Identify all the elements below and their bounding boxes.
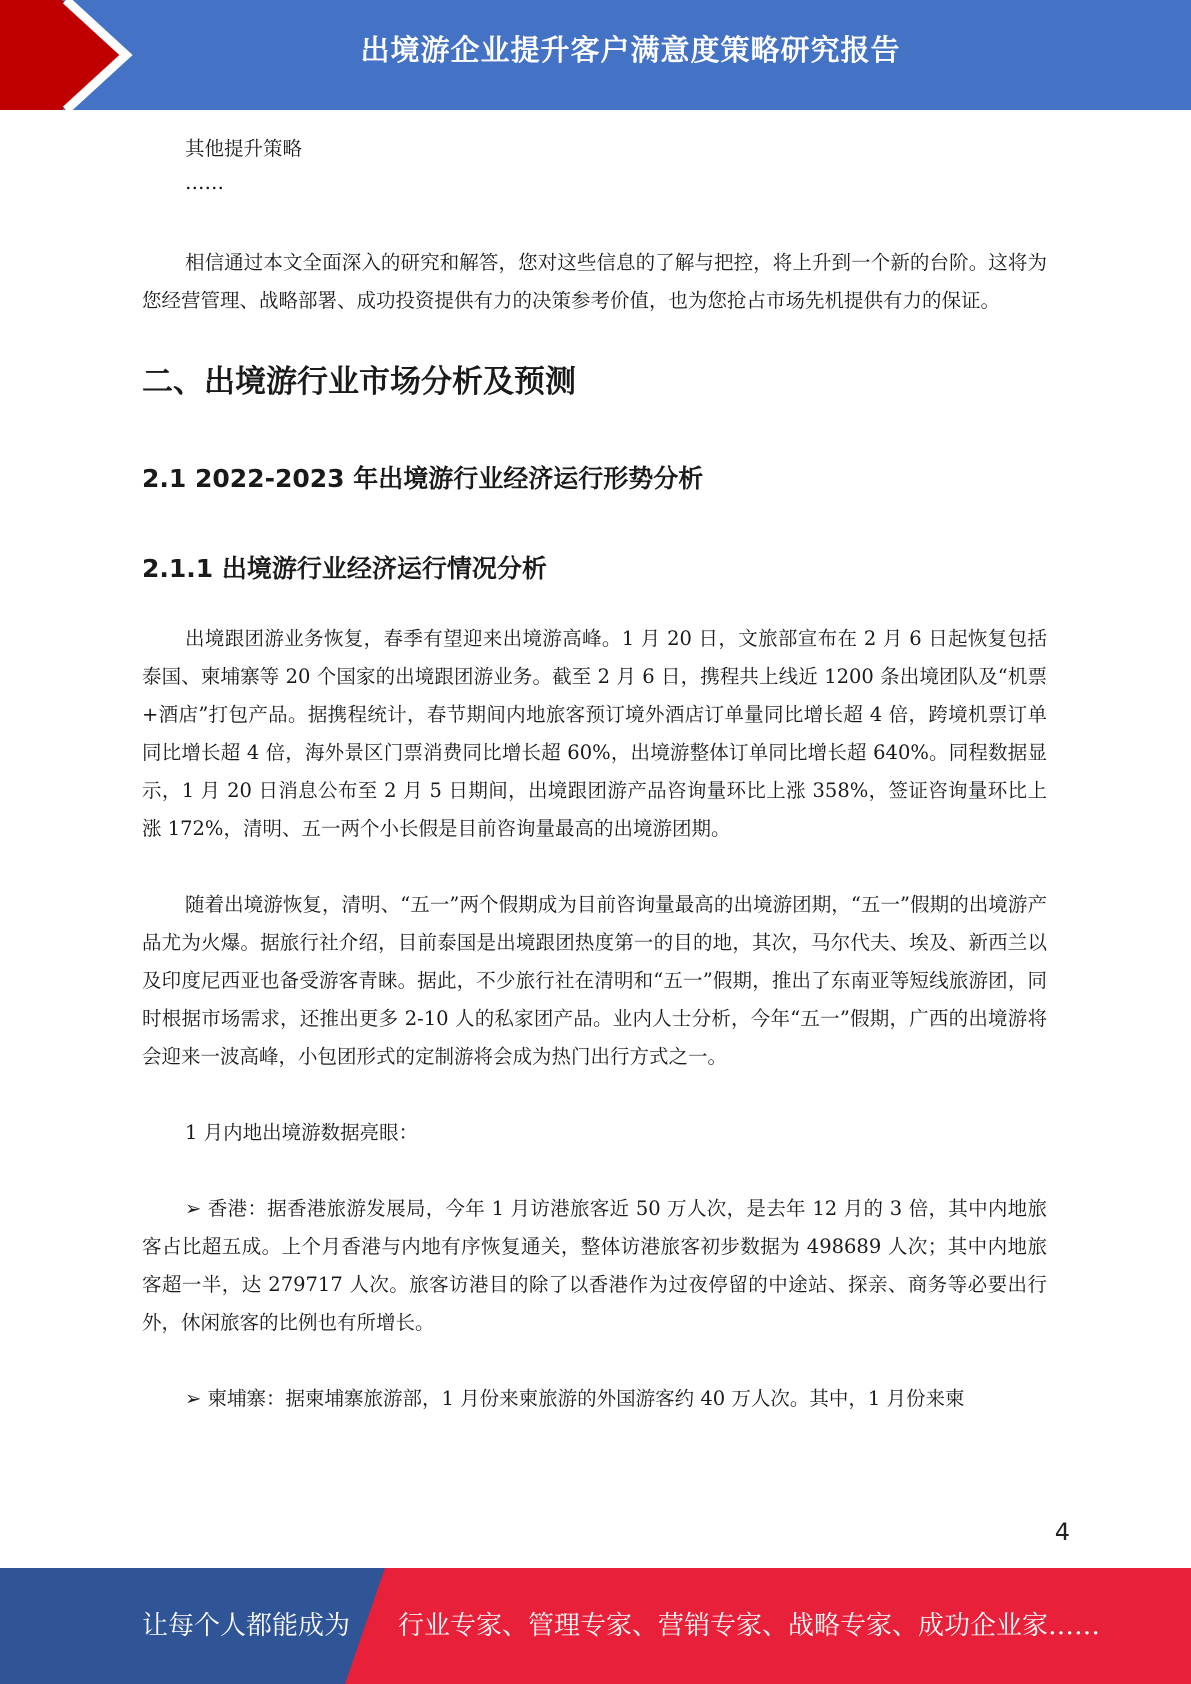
report-title: 出境游企业提升客户满意度策略研究报告 <box>360 33 901 67</box>
footer-slogan-left: 让每个人都能成为 <box>142 1611 351 1641</box>
page-number: 4 <box>1054 1518 1070 1546</box>
body-paragraph: 随着出境游恢复，清明、“五一”两个假期成为目前咨询量最高的出境游团期，“五一”假期的出境游产品尤为火爆。据旅行社介绍，目前泰国是出境跟团热度第一的目的地，其次，马尔代夫、埃及、新西兰以及印度尼西亚也备受游客青睐。据此，不少旅行社在清明和“五一”假期，推出了东南亚等短线旅游团，同时根据市场需求，还推出更多 2-10 人的私家团产品。业内人士分析，今年“五一”假期，广西的出境游将会迎来一波高峰，小包团形式的定制游将会成为热门出行方式之一。 <box>142 893 1047 1068</box>
document-body <box>142 130 1047 1418</box>
bullet-item-cambodia: ➢ 柬埔寨：据柬埔寨旅游部，1 月份来柬旅游的外国游客约 40 万人次。其中，1 月份来柬 <box>185 1387 965 1410</box>
section-heading: 二、出境游行业市场分析及预测 <box>142 364 576 400</box>
intro-item: 其他提升策略 <box>185 137 303 160</box>
intro-paragraph: 相信通过本文全面深入的研究和解答，您对这些信息的了解与把控，将上升到一个新的台阶。这将为您经营管理、战略部署、成功投资提供有力的决策参考价值，也为您抢占市场先机提供有力的保证。 <box>142 251 1047 312</box>
subsubsection-heading: 2.1.1 出境游行业经济运行情况分析 <box>142 554 547 583</box>
page-footer <box>0 1568 1191 1684</box>
ellipsis-text: …… <box>185 171 224 194</box>
subsection-heading: 2.1 2022-2023 年出境游行业经济运行形势分析 <box>142 464 704 493</box>
bullet-item-hongkong: ➢ 香港：据香港旅游发展局，今年 1 月访港旅客近 50 万人次，是去年 12 月的 3 倍，其中内地旅客占比超五成。上个月香港与内地有序恢复通关，整体访港旅客初步数据为 498689 人次；其中内地旅客超一半，达 279717 人次。旅客访港目的除了以香港作为过夜停留的中途站、探亲、商务等必要出行外，休闲旅客的比例也有所增长。 <box>142 1197 1047 1334</box>
data-heading: 1 月内地出境游数据亮眼： <box>185 1121 419 1144</box>
body-paragraph: 出境跟团游业务恢复，春季有望迎来出境游高峰。1 月 20 日，文旅部宣布在 2 月 6 日起恢复包括泰国、柬埔寨等 20 个国家的出境跟团游业务。截至 2 月 6 日，携程共上线近 1200 条出境团队及“机票+酒店”打包产品。据携程统计，春节期间内地旅客预订境外酒店订单量同比增长超 4 倍，跨境机票订单同比增长超 4 倍，海外景区门票消费同比增长超 60%，出境游整体订单同比增长超 640%。同程数据显示，1 月 20 日消息公布至 2 月 5 日期间，出境跟团游产品咨询量环比上涨 358%，签证咨询量环比上涨 172%，清明、五一两个小长假是目前咨询量最高的出境游团期。 <box>142 627 1047 840</box>
footer-slogan-right: 行业专家、管理专家、营销专家、战略专家、成功企业家…… <box>398 1611 1101 1641</box>
page-header <box>0 0 1191 110</box>
